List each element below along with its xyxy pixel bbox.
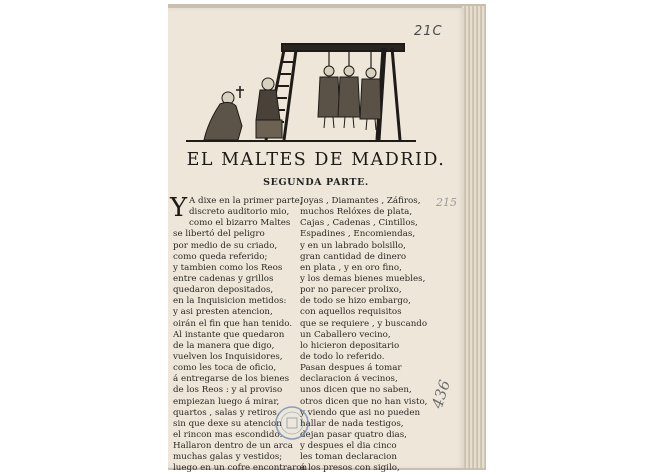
verse-line: y despues el dia cinco [300,441,397,452]
verse-line: como queda referido; [173,251,268,262]
verse-line: y asi presten atencion, [173,307,273,318]
verse-line: muchos Relóxes de plata, [300,207,413,218]
verse-line: quedaron depositados, [173,285,274,296]
verse-line: quartos , salas y retiros, [173,407,280,418]
margin-pencil-note: 215 [436,196,457,209]
verse-line: Cajas , Cadenas , Cintillos, [300,218,418,229]
verse-line: vuelven los Inquisidores, [173,351,283,362]
verse-line: Hallaron dentro de un arca [173,441,293,452]
verse-line: Pasan despues á tomar [300,363,402,374]
verse-line: como el bizarro Maltes [189,218,291,229]
verse-line: hallar de nada testigos, [300,418,404,429]
verse-line: que se requiere , y buscando [300,318,428,329]
gallows-woodcut-illustration [186,40,416,146]
verse-line: entre cadenas y grillos [173,273,274,284]
verse-line: A dixe en la primer parte, [189,196,303,206]
subtitle: SEGUNDA PARTE. [263,177,369,188]
verse-line: en plata , y en oro fino, [300,262,402,273]
verse-line: Espadines , Encomiendas, [300,229,416,240]
verse-line: se libertó del peligro [173,229,265,240]
library-stamp-icon [273,404,311,442]
verse-line: discreto auditorio mio, [189,207,290,218]
verse-line: luego en un cofre encontraron [173,463,308,474]
verse-line: en la Inquisicion metidos: [173,296,287,307]
verse-line: empiezan luego á mirar, [173,396,280,407]
verse-line: y los demas bienes muebles, [300,273,426,284]
verse-line: por medio de su criado, [173,240,278,251]
verse-line: de todo se hizo embargo, [300,296,411,307]
page-edges [462,6,486,468]
handwritten-shelfmark: 21C [414,24,443,39]
verse-line: unos dicen que no saben, [300,385,412,396]
verse-line: un Caballero vecino, [300,329,391,340]
verse-line: á entregarse de los bienes [173,374,290,385]
verse-line: otros dicen que no han visto, [300,396,428,407]
drop-cap: Y [170,193,188,223]
verse-line: de todo lo referido. [300,351,385,362]
verse-line: de los Reos : y al proviso [173,385,283,396]
verse-line: Al instante que quedaron [173,329,285,340]
verse-line: declaracion á vecinos, [300,374,398,385]
verse-line: el rincon mas escondido. [173,429,283,440]
verse-line: como les toca de oficio, [173,363,277,374]
margin-handwritten-number: 436 [428,377,454,411]
verse-line: por no parecer prolixo, [300,285,402,296]
verse-line: y tambien como los Reos [173,262,283,273]
page-title: EL MALTES DE MADRID. [186,150,446,170]
verse-line: á los presos con sigilo, [300,463,400,474]
verse-line: con aquellos requisitos [300,307,402,318]
verse-line: muchas galas y vestidos; [173,452,283,463]
verse-line: dejan pasar quatro dias, [300,429,407,440]
verse-line: lo hicieron depositario [300,340,400,351]
verse-line: y en un labrado bolsillo, [300,240,406,251]
verse-line: oirán el fin que han tenido. [173,318,293,329]
verse-line: y viendo que asi no pueden [300,407,421,418]
verse-line: sin que dexe su atencion [173,418,282,429]
verse-line: gran cantidad de dinero [300,251,407,262]
verse-line: les toman declaracion [300,452,397,463]
right-verse-column [300,196,427,475]
verse-line: de la manera que digo, [173,340,275,351]
verse-line: Joyas , Diamantes , Záfiros, [300,196,421,206]
